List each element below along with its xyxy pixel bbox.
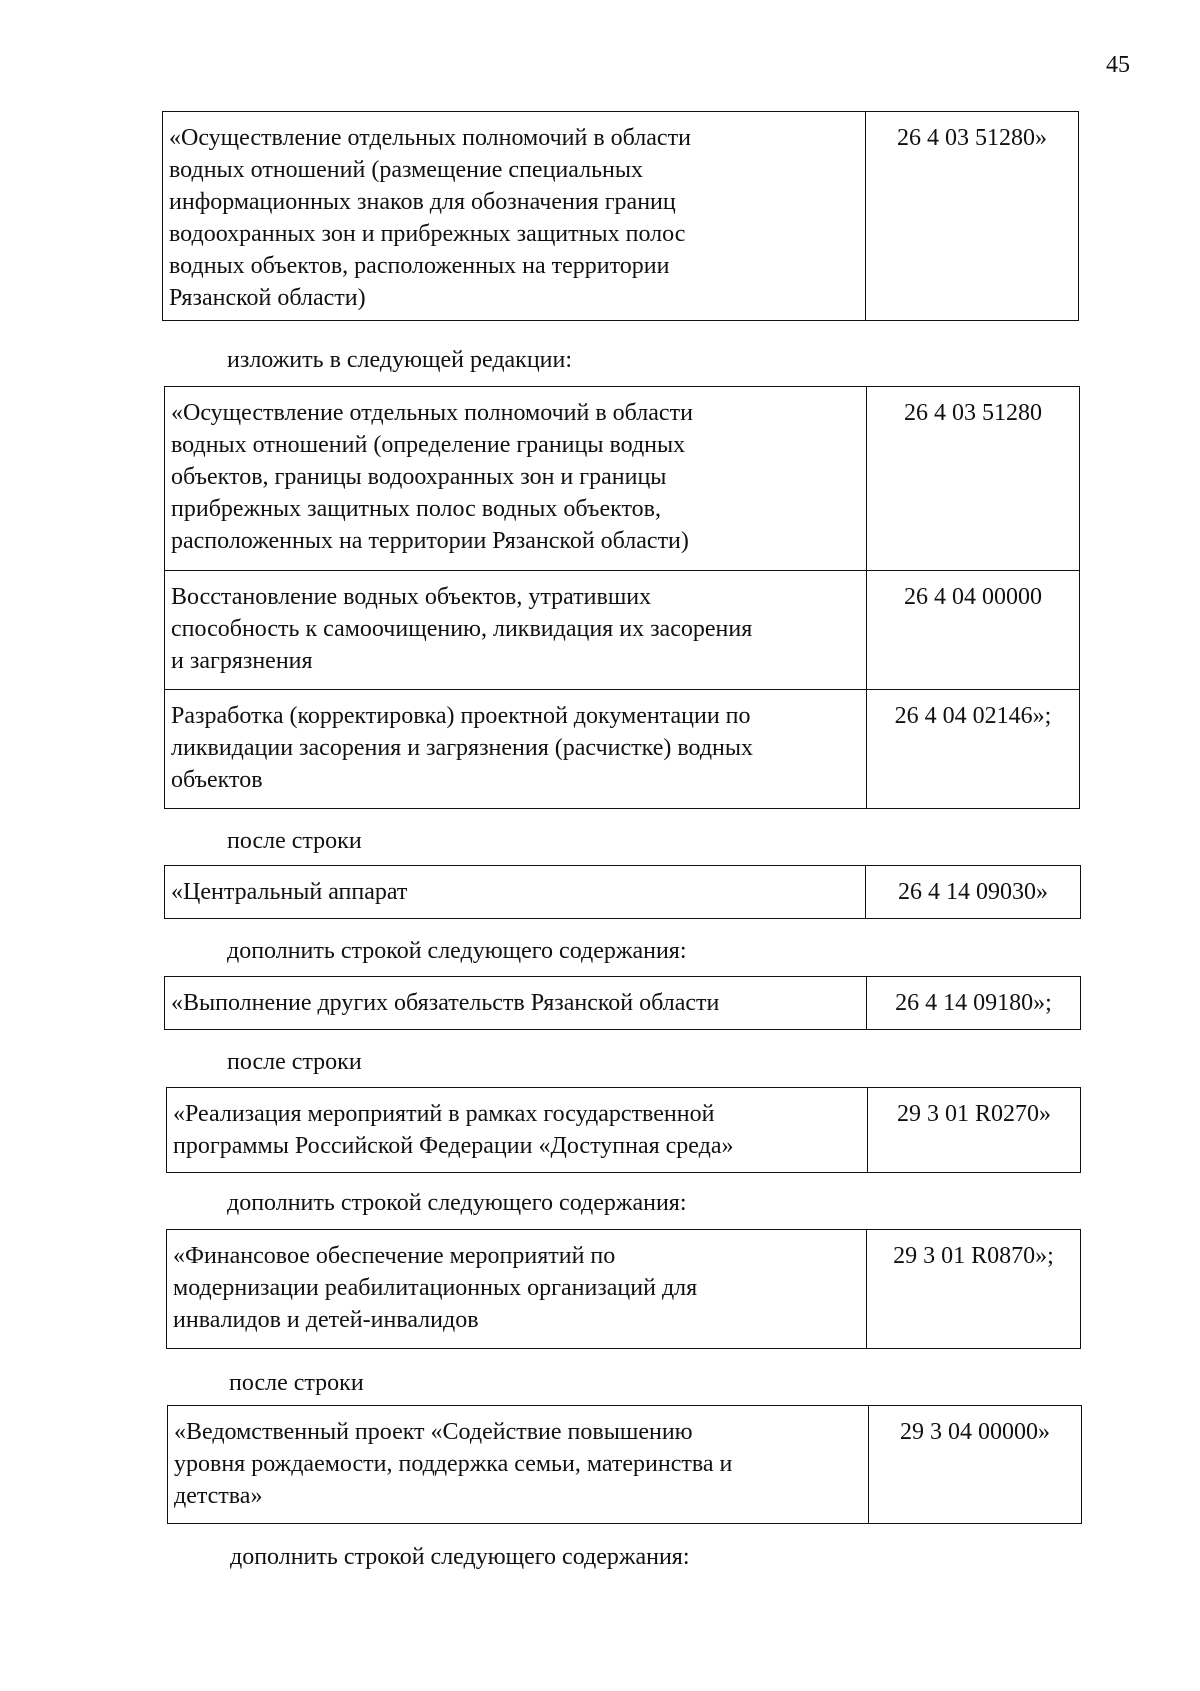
table-row bbox=[165, 690, 1080, 809]
table-row bbox=[165, 571, 1080, 690]
row-text: «Выполнение других обязательств Рязанской области bbox=[165, 977, 867, 1030]
row-text: «Осуществление отдельных полномочий в области водных отношений (определение границы водных объектов, границы водоохранных зон и границы прибрежных защитных полос водных объектов, расположенных на территории Рязанской области) bbox=[165, 387, 867, 571]
table-birth-rate-project bbox=[167, 1405, 1082, 1524]
instruction-text: после строки bbox=[227, 828, 362, 854]
instruction-text: дополнить строкой следующего содержания: bbox=[227, 1190, 687, 1216]
table-accessible-environment bbox=[166, 1087, 1081, 1173]
row-text: Разработка (корректировка) проектной документации по ликвидации засорения и загрязнения (расчистке) водных объектов bbox=[165, 690, 867, 809]
row-text: «Центральный аппарат bbox=[165, 866, 866, 919]
instruction-text: после строки bbox=[227, 1049, 362, 1075]
row-code: 26 4 04 02146»; bbox=[867, 690, 1080, 809]
row-code: 29 3 01 R0870»; bbox=[867, 1230, 1081, 1349]
row-code: 26 4 03 51280 bbox=[867, 387, 1080, 571]
table-central-apparatus bbox=[164, 865, 1081, 919]
instruction-text: после строки bbox=[229, 1370, 364, 1396]
row-text: «Ведомственный проект «Содействие повышению уровня рождаемости, поддержка семьи, материнства и детства» bbox=[168, 1406, 869, 1524]
row-text: «Финансовое обеспечение мероприятий по модернизации реабилитационных организаций для инвалидов и детей-инвалидов bbox=[167, 1230, 867, 1349]
table-new-edition bbox=[164, 386, 1080, 809]
table-original-water-row bbox=[162, 111, 1079, 321]
table-other-obligations bbox=[164, 976, 1081, 1030]
table-rehabilitation-organizations bbox=[166, 1229, 1081, 1349]
table-row bbox=[167, 1088, 1081, 1173]
row-code: 29 3 01 R0270» bbox=[868, 1088, 1081, 1173]
table-row bbox=[168, 1406, 1082, 1524]
row-code: 26 4 14 09030» bbox=[866, 866, 1081, 919]
instruction-text: изложить в следующей редакции: bbox=[227, 347, 573, 373]
page-number: 45 bbox=[1106, 52, 1130, 78]
instruction-text: дополнить строкой следующего содержания: bbox=[230, 1544, 690, 1570]
row-text: Восстановление водных объектов, утративших способность к самоочищению, ликвидация их засорения и загрязнения bbox=[165, 571, 867, 690]
table-row bbox=[167, 1230, 1081, 1349]
instruction-text: дополнить строкой следующего содержания: bbox=[227, 938, 687, 964]
row-code: 26 4 14 09180»; bbox=[867, 977, 1081, 1030]
row-code: 29 3 04 00000» bbox=[869, 1406, 1082, 1524]
row-text: «Реализация мероприятий в рамках государственной программы Российской Федерации «Доступная среда» bbox=[167, 1088, 868, 1173]
table-row bbox=[165, 977, 1081, 1030]
row-text: «Осуществление отдельных полномочий в области водных отношений (размещение специальных информационных знаков для обозначения границ водоохранных зон и прибрежных защитных полос водных объектов, расположенных на территории Рязанской области) bbox=[163, 112, 866, 321]
table-row bbox=[165, 866, 1081, 919]
table-row bbox=[165, 387, 1080, 571]
row-code: 26 4 03 51280» bbox=[866, 112, 1079, 321]
table-row bbox=[163, 112, 1079, 321]
row-code: 26 4 04 00000 bbox=[867, 571, 1080, 690]
